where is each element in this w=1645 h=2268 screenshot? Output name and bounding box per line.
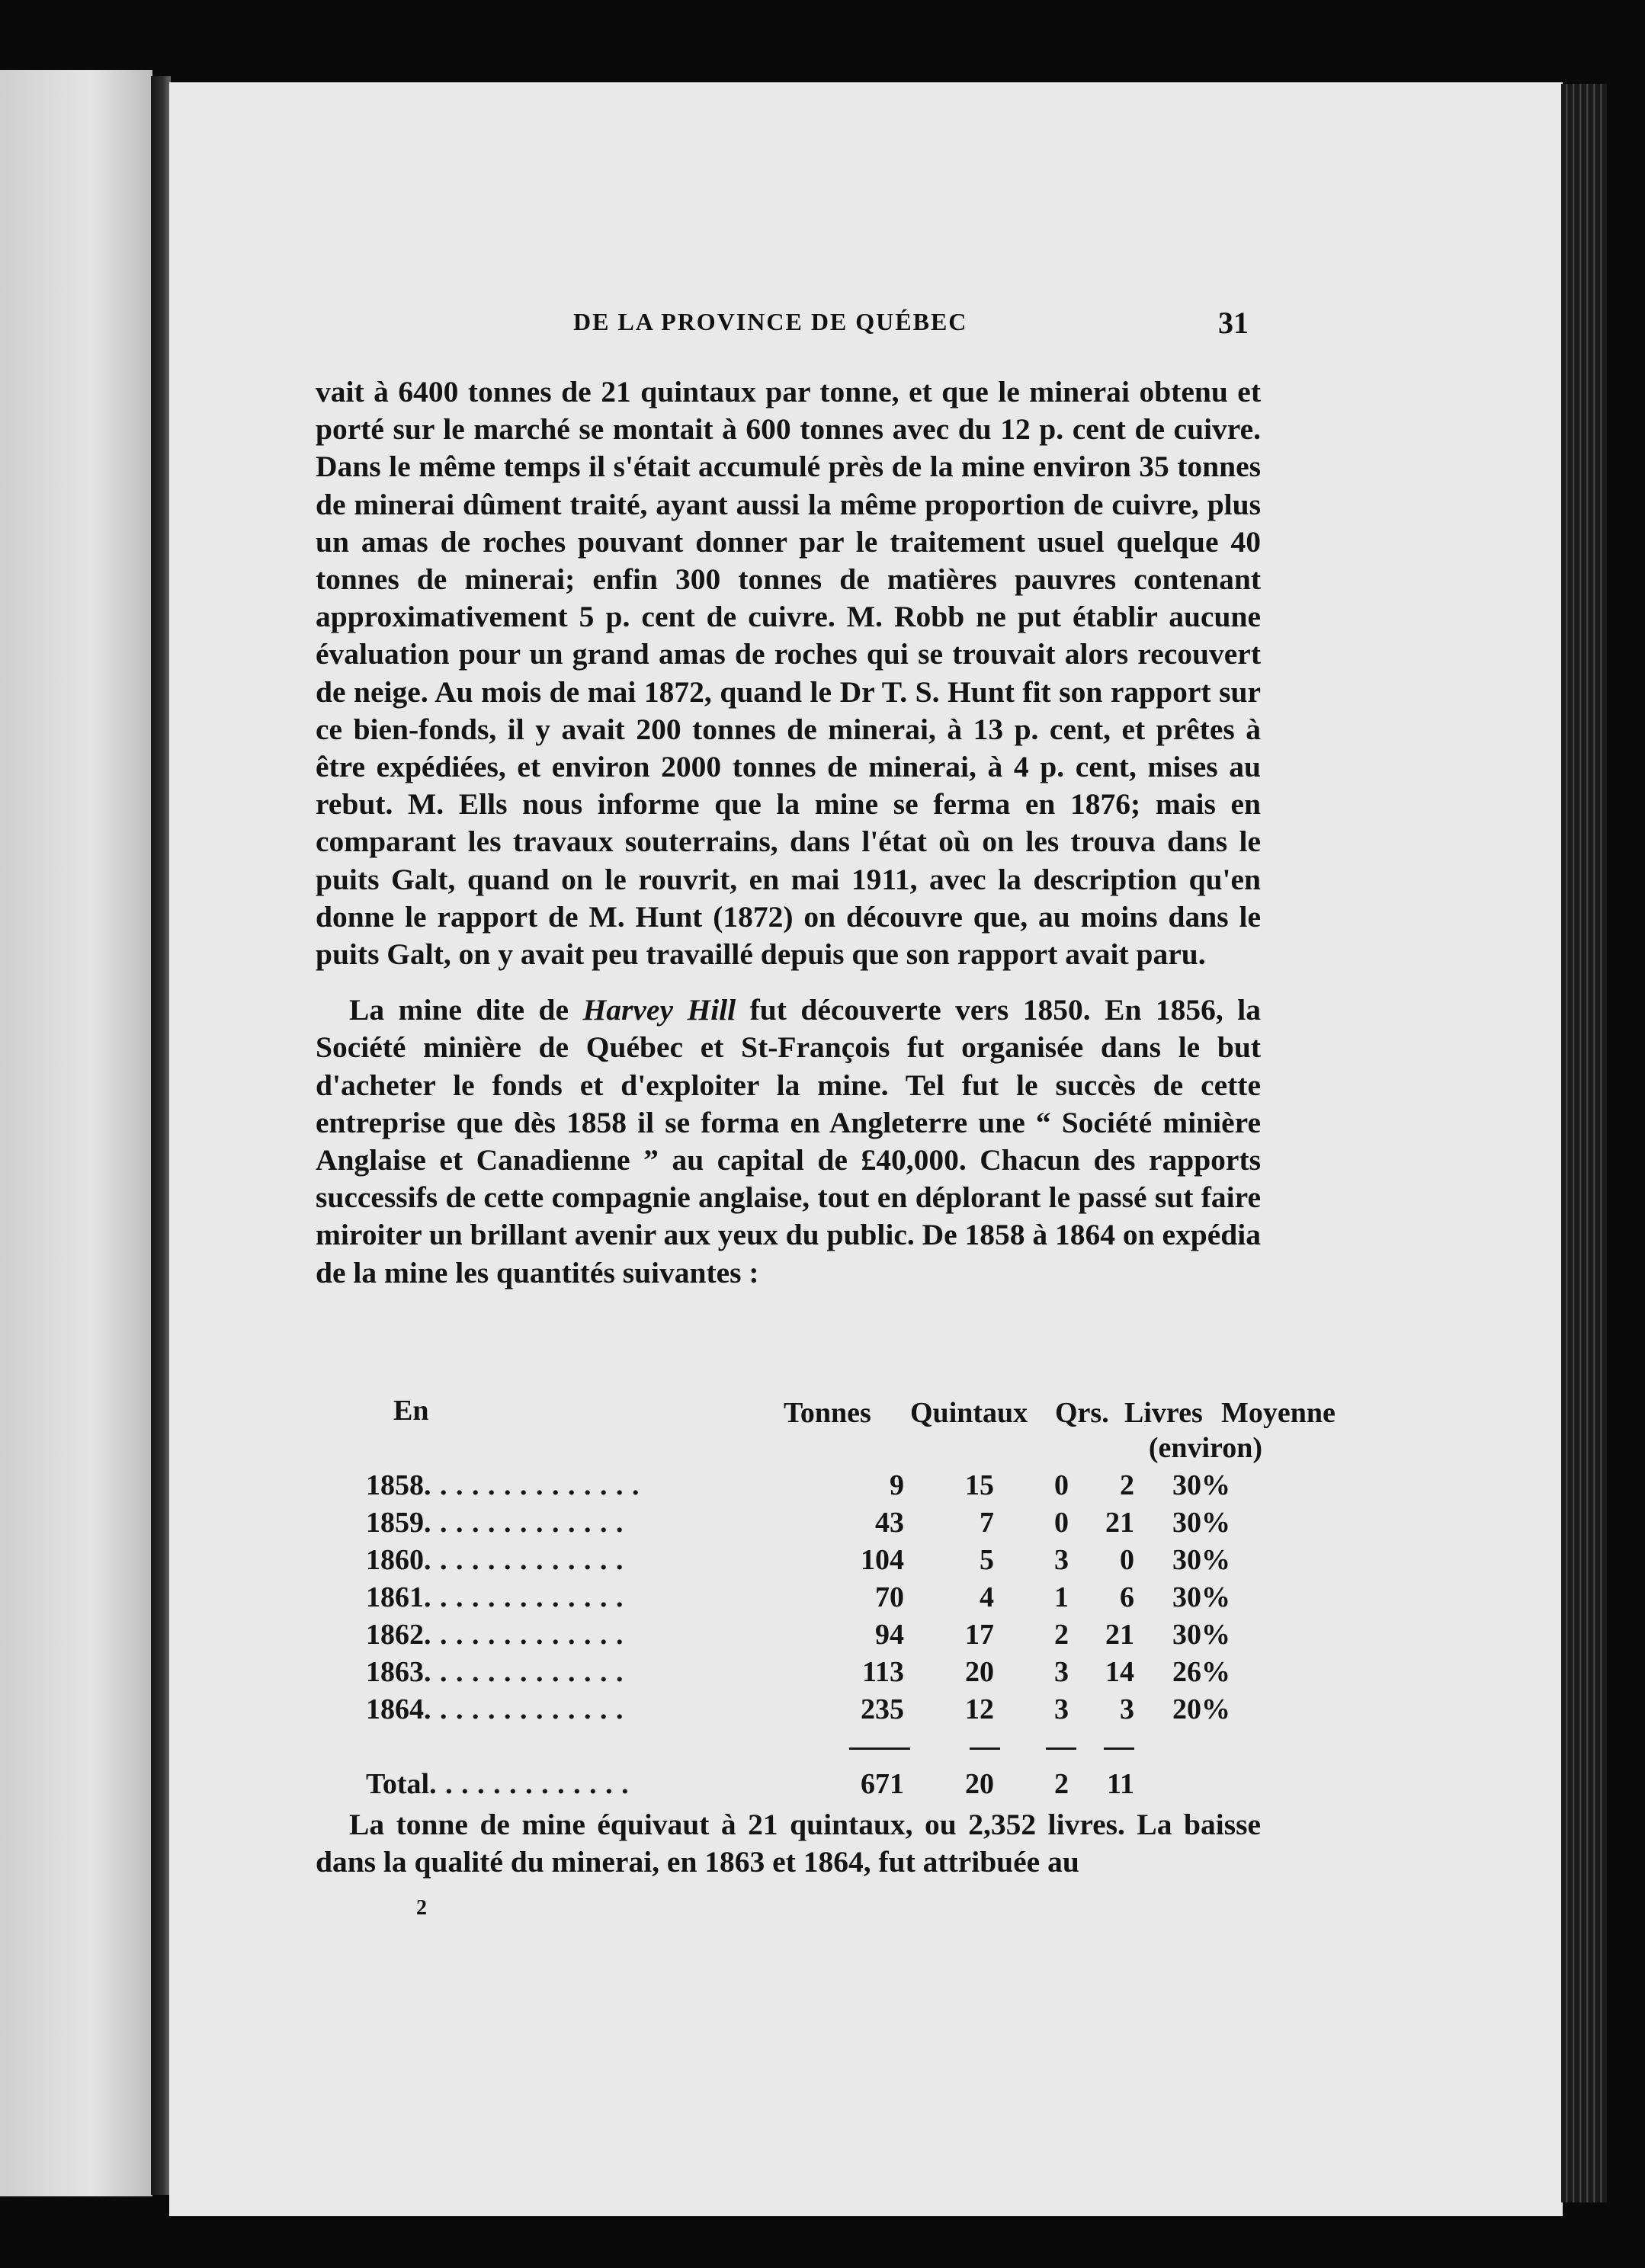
- body-text: [316, 373, 1261, 1292]
- moyenne-cell: 30%: [1172, 1618, 1230, 1651]
- running-title: DE LA PROVINCE DE QUÉBEC: [573, 308, 968, 335]
- year: 1860: [366, 1543, 424, 1576]
- rule-row: [366, 1728, 1268, 1765]
- qrs-cell: 3: [1054, 1693, 1069, 1725]
- table-row: [366, 1504, 1268, 1541]
- moyenne-cell: 30%: [1172, 1543, 1230, 1576]
- header-year: En: [393, 1394, 429, 1427]
- total-qrs: 2: [1054, 1767, 1069, 1800]
- year-cell: [366, 1504, 820, 1541]
- header-qrs: Qrs.: [1055, 1397, 1109, 1429]
- leader-dots: . . . . . . . . . . . . .: [424, 1618, 624, 1651]
- total-label: Total: [366, 1767, 430, 1800]
- page-stack-edge: [1561, 84, 1607, 2202]
- sum-rule: [849, 1747, 910, 1750]
- quintaux-cell: 20: [965, 1655, 994, 1688]
- signature-mark: 2: [416, 1896, 427, 1920]
- table-row: [366, 1541, 1268, 1578]
- qrs-cell: 2: [1054, 1618, 1069, 1651]
- sum-rule: [1046, 1747, 1076, 1750]
- livres-cell: 6: [1120, 1581, 1134, 1613]
- moyenne-cell: 30%: [1172, 1469, 1230, 1501]
- paragraph: La tonne de mine équivaut à 21 quintaux, ou 2,352 livres. La baisse dans la qualité du minerai, en 1863 et 1864, fut attribuée au: [316, 1808, 1261, 1879]
- leader-dots: . . . . . . . . . . . . .: [424, 1655, 624, 1688]
- tonnes-cell: 113: [862, 1655, 904, 1688]
- header-tonnes-label: Tonnes: [784, 1397, 871, 1429]
- year: 1862: [366, 1618, 424, 1651]
- tonnes-cell: 104: [861, 1543, 904, 1576]
- total-row: [366, 1765, 1268, 1802]
- total-label-cell: [366, 1765, 820, 1802]
- sum-rule: [1104, 1747, 1134, 1750]
- place-name: Harvey Hill: [582, 993, 736, 1027]
- year-cell: [366, 1690, 820, 1728]
- year: 1858: [366, 1469, 424, 1501]
- leader-dots: . . . . . . . . . . . . .: [424, 1543, 624, 1576]
- tonnes-cell: 9: [890, 1469, 904, 1501]
- header-livres: Livres: [1124, 1397, 1203, 1429]
- paragraph: vait à 6400 tonnes de 21 quintaux par tonne, et que le minerai obtenu et porté sur le marché se montait à 600 tonnes avec du 12 p. cent de cuivre. Dans le même temps il s'était accumulé près de la mine environ 35 tonnes de minerai dûment traité, ayant aussi la même proportion de cuivre, plus un amas de roches pouvant donner par le traitement usuel quelque 40 tonnes de minerai; enfin 300 tonnes de matières pauvres contenant approximativement 5 p. cent de cuivre. M. Robb ne put établir aucune évaluation pour un grand amas de roches qui se trouvait alors recouvert de neige. Au mois de mai 1872, quand le Dr T. S. Hunt fit son rapport sur ce bien-fonds, il y avait 200 tonnes de minerai, à 13 p. cent, et prêtes à être expédiées, et environ 2000 tonnes de minerai, à 4 p. cent, mises au rebut. M. Ells nous informe que la mine se ferma en 1876; mais en comparant les travaux souterrains, dans l'état où on les trouva dans le puits Galt, quand on le rouvrit, en mai 1911, avec la description qu'en donne le rapport de M. Hunt (1872) on découvre que, au moins dans le puits Galt, on y avait peu travaillé depuis que son rapport avait paru.: [316, 375, 1261, 972]
- sum-rule: [970, 1747, 1000, 1750]
- table-row: [366, 1466, 1268, 1504]
- closing-text: [316, 1806, 1261, 1881]
- year-cell: [366, 1578, 820, 1616]
- qrs-cell: 1: [1054, 1581, 1069, 1613]
- tonnes-cell: 70: [875, 1581, 904, 1613]
- leader-dots: . . . . . . . . . . . . . .: [424, 1469, 640, 1501]
- table-row: [366, 1653, 1268, 1690]
- livres-cell: 21: [1105, 1506, 1134, 1539]
- quintaux-cell: 7: [980, 1506, 994, 1539]
- tonnes-cell: 43: [875, 1506, 904, 1539]
- moyenne-cell: 30%: [1172, 1506, 1230, 1539]
- table-row: [366, 1690, 1268, 1728]
- left-page-edge: [0, 70, 152, 2196]
- livres-cell: 14: [1105, 1655, 1134, 1688]
- qrs-cell: 0: [1054, 1469, 1069, 1501]
- moyenne-cell: 20%: [1172, 1693, 1230, 1725]
- livres-cell: 0: [1120, 1543, 1134, 1576]
- year: 1864: [366, 1693, 424, 1725]
- paragraph-rest: fut découverte vers 1850. En 1856, la Société minière de Québec et St-François fut organisée dans le but d'acheter le fonds et d'exploiter la mine. Tel fut le succès de cette entreprise que dès 1858 il se forma en Angleterre une “ Société minière Anglaise et Canadienne ” au capital de £40,000. Chacun des rapports successifs de cette compagnie anglaise, tout en déplorant le passé sut faire miroiter un brillant avenir aux yeux du public. De 1858 à 1864 on expédia de la mine les quantités suivantes :: [316, 993, 1262, 1289]
- table-header-row: [366, 1392, 1268, 1429]
- paragraph: [316, 991, 1261, 1292]
- paragraph-lead: La mine dite de: [349, 993, 583, 1027]
- tonnes-cell: 235: [861, 1693, 904, 1725]
- year-cell: [366, 1466, 820, 1504]
- year-cell: [366, 1541, 820, 1578]
- leader-dots: . . . . . . . . . . . . .: [424, 1693, 624, 1725]
- year: 1859: [366, 1506, 424, 1539]
- leader-dots: . . . . . . . . . . . . .: [424, 1506, 624, 1539]
- moyenne-cell: 30%: [1172, 1581, 1230, 1613]
- shipment-table: [366, 1392, 1336, 1802]
- header-group: [784, 1392, 1336, 1429]
- header-moyenne-sub: (environ): [1148, 1431, 1262, 1464]
- year: 1861: [366, 1581, 424, 1613]
- table-subheader-row: [366, 1429, 1268, 1466]
- table-row: [366, 1578, 1268, 1616]
- book-gutter: [151, 76, 171, 2195]
- year-cell: [366, 1616, 820, 1653]
- quintaux-cell: 15: [965, 1469, 994, 1501]
- livres-cell: 3: [1120, 1693, 1134, 1725]
- qrs-cell: 0: [1054, 1506, 1069, 1539]
- quintaux-cell: 12: [965, 1693, 994, 1725]
- moyenne-cell: 26%: [1172, 1655, 1230, 1688]
- qrs-cell: 3: [1054, 1543, 1069, 1576]
- header-quintaux: Quintaux: [910, 1397, 1028, 1429]
- livres-cell: 21: [1105, 1618, 1134, 1651]
- total-quintaux: 20: [965, 1767, 994, 1800]
- year-cell: [366, 1653, 820, 1690]
- qrs-cell: 3: [1054, 1655, 1069, 1688]
- table-row: [366, 1616, 1268, 1653]
- quintaux-cell: 17: [965, 1618, 994, 1651]
- total-tonnes: 671: [861, 1767, 904, 1800]
- year: 1863: [366, 1655, 424, 1688]
- tonnes-cell: 94: [875, 1618, 904, 1651]
- leader-dots: . . . . . . . . . . . . .: [424, 1581, 624, 1613]
- leader-dots: . . . . . . . . . . . . .: [429, 1767, 630, 1800]
- livres-cell: 2: [1120, 1469, 1134, 1501]
- quintaux-cell: 5: [980, 1543, 994, 1576]
- total-livres: 11: [1107, 1767, 1134, 1800]
- header-moyenne: Moyenne: [1221, 1397, 1336, 1429]
- page-number: 31: [1218, 306, 1249, 340]
- quintaux-cell: 4: [980, 1581, 994, 1613]
